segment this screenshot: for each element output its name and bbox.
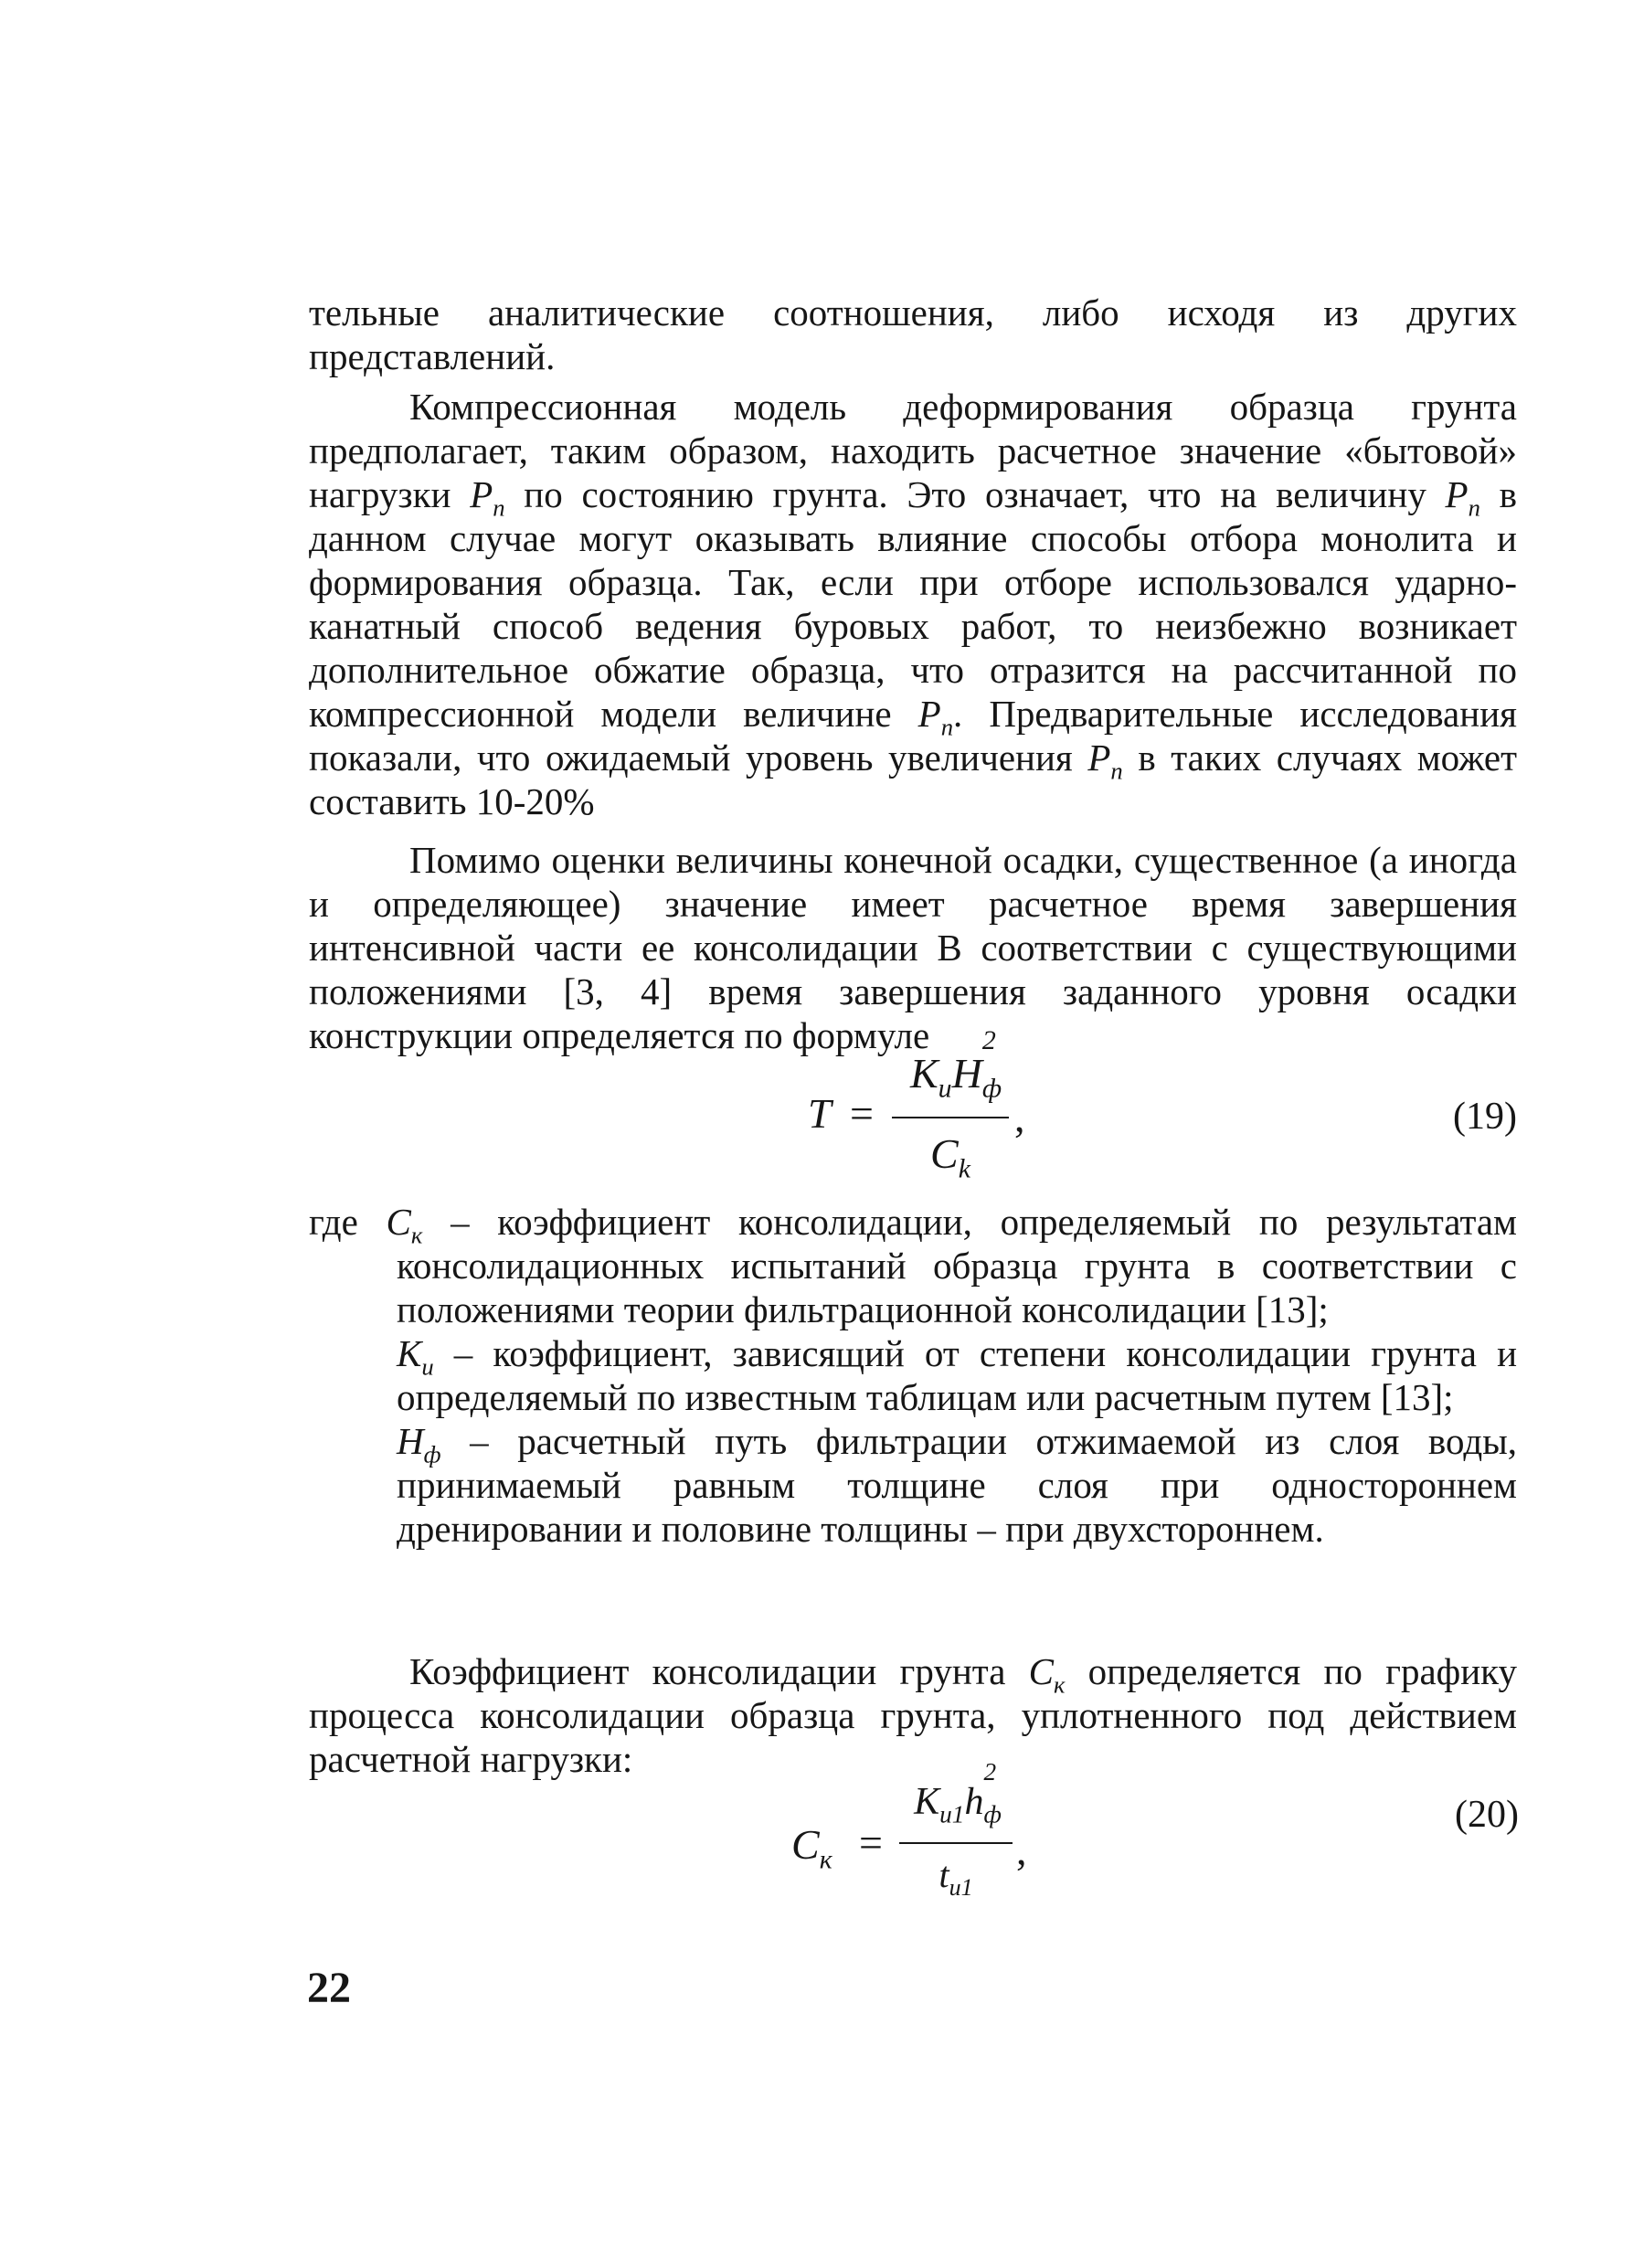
symbol-subscript: п [1468, 493, 1480, 522]
symbol-p: P [470, 473, 493, 515]
symbol-c: C [1028, 1650, 1054, 1692]
symbol-p: P [1445, 473, 1469, 515]
formula-equals: = [850, 1090, 874, 1137]
formula-numerator: $K_uH$ 2 $_ф$ [909, 1025, 1002, 1104]
formula-equals: = [859, 1819, 883, 1866]
paragraph-line: тельные аналитические соотношения, либо исходя из других [309, 291, 1517, 334]
definition-text: – коэффициент, зависящий от степени консолидации грунта и определяемый по известным таблицам или расчетным путем [13]; [397, 1332, 1518, 1418]
definition-text: – расчетный путь фильтрации отжимаемой из слоя воды, принимаемый равным толщине слоя при одностороннем дренировании и половине толщины – при двухстороннем. [397, 1420, 1517, 1550]
paragraph-text: Коэффициент консолидации грунта [409, 1650, 1006, 1692]
paragraph-text: . Предварительные исследования показали, что ожидаемый уровень увеличения [309, 693, 1517, 779]
formula-comma: , [1014, 1094, 1025, 1140]
symbol-subscript: к [410, 1221, 423, 1249]
symbol-subscript: ф [983, 1800, 1002, 1828]
symbol-subscript: п [1110, 757, 1123, 785]
fraction-bar [892, 1117, 1009, 1118]
paragraph-line: представлений. [309, 335, 556, 377]
symbol-h: H [951, 1050, 982, 1097]
symbol-subscript: u1 [949, 1874, 973, 1902]
fraction-bar [899, 1842, 1013, 1844]
where-intro: где [309, 1201, 358, 1243]
definition-text: – коэффициент консолидации, определяемый по результатам консолидационных испытаний образца грунта в соответствии с положениями теории фильтрационной консолидации [13]; [397, 1201, 1518, 1330]
symbol-p: P [917, 693, 941, 735]
paragraph-text: определяется по графику процесса консолидации образца грунта, уплотненного под действием расчетной нагрузки: [309, 1650, 1517, 1780]
symbol-k: K [914, 1781, 940, 1823]
paragraph-continuation [309, 291, 1517, 378]
paragraph-coefficient [309, 1649, 1517, 1781]
symbol-subscript: ф [423, 1440, 441, 1468]
paragraph-text: Компрессионная модель деформирования образца грунта предполагает, таким образом, находить расчетное значение «бытовой» нагрузки [309, 386, 1517, 515]
paragraph-compression-model [309, 385, 1517, 823]
formula-lhs: T [808, 1090, 832, 1137]
formula-lhs [791, 1820, 832, 1875]
paragraph-text: в таких случаях может составить 10-20% [309, 737, 1518, 822]
paragraph-text: в данном случае могут оказывать влияние способы отбора монолита и формирования образца. Так, если при отборе использовался ударно-канатный способ ведения буровых работ, то неизбежно возникает дополнительное обжатие образца, что отразится на рассчитанной по компрессионной модели величине [309, 473, 1517, 735]
page-number: 22 [307, 1964, 351, 2012]
symbol-p: P [1087, 737, 1111, 779]
symbol-subscript: п [493, 493, 505, 522]
variable-definitions [309, 1200, 1517, 1551]
symbol-subscript: u [421, 1352, 434, 1381]
symbol-subscript: ф [981, 1073, 1002, 1104]
formula-denominator [892, 1129, 1009, 1184]
symbol-subscript: к [819, 1844, 832, 1875]
formula-numerator: $K_{u1}h$ 2 $_ф$ [914, 1758, 1002, 1828]
paragraph-text: Помимо оценки величины конечной осадки, существенное (а иногда и определяющее) значение имеет расчетное время завершения интенсивной части ее консолидации В соответствии с существующими положениями [3, 4] время завершения заданного уровня осадки конструкции определяется по формуле [309, 839, 1517, 1056]
symbol-subscript: к [1053, 1670, 1066, 1699]
symbol-h: h [964, 1781, 984, 1823]
symbol-h: H [397, 1420, 424, 1462]
formula-denominator [899, 1853, 1013, 1902]
formula-comma: , [1016, 1827, 1027, 1873]
equation-number: (19) [1453, 1096, 1517, 1138]
symbol-c: C [930, 1130, 959, 1177]
symbol-subscript: u [938, 1073, 952, 1104]
symbol-c: C [791, 1821, 820, 1868]
symbol-subscript: k [958, 1153, 970, 1184]
symbol-k: K [397, 1332, 422, 1374]
symbol-k: K [909, 1050, 938, 1097]
paragraph-consolidation-time [309, 838, 1517, 1057]
paragraph-text: по состоянию грунта. Это означает, что на величину [524, 473, 1426, 515]
symbol-c: C [386, 1201, 411, 1243]
symbol-subscript: п [940, 713, 954, 741]
symbol-t: t [938, 1854, 949, 1895]
symbol-subscript: u1 [939, 1800, 965, 1828]
equation-number: (20) [1455, 1794, 1519, 1836]
